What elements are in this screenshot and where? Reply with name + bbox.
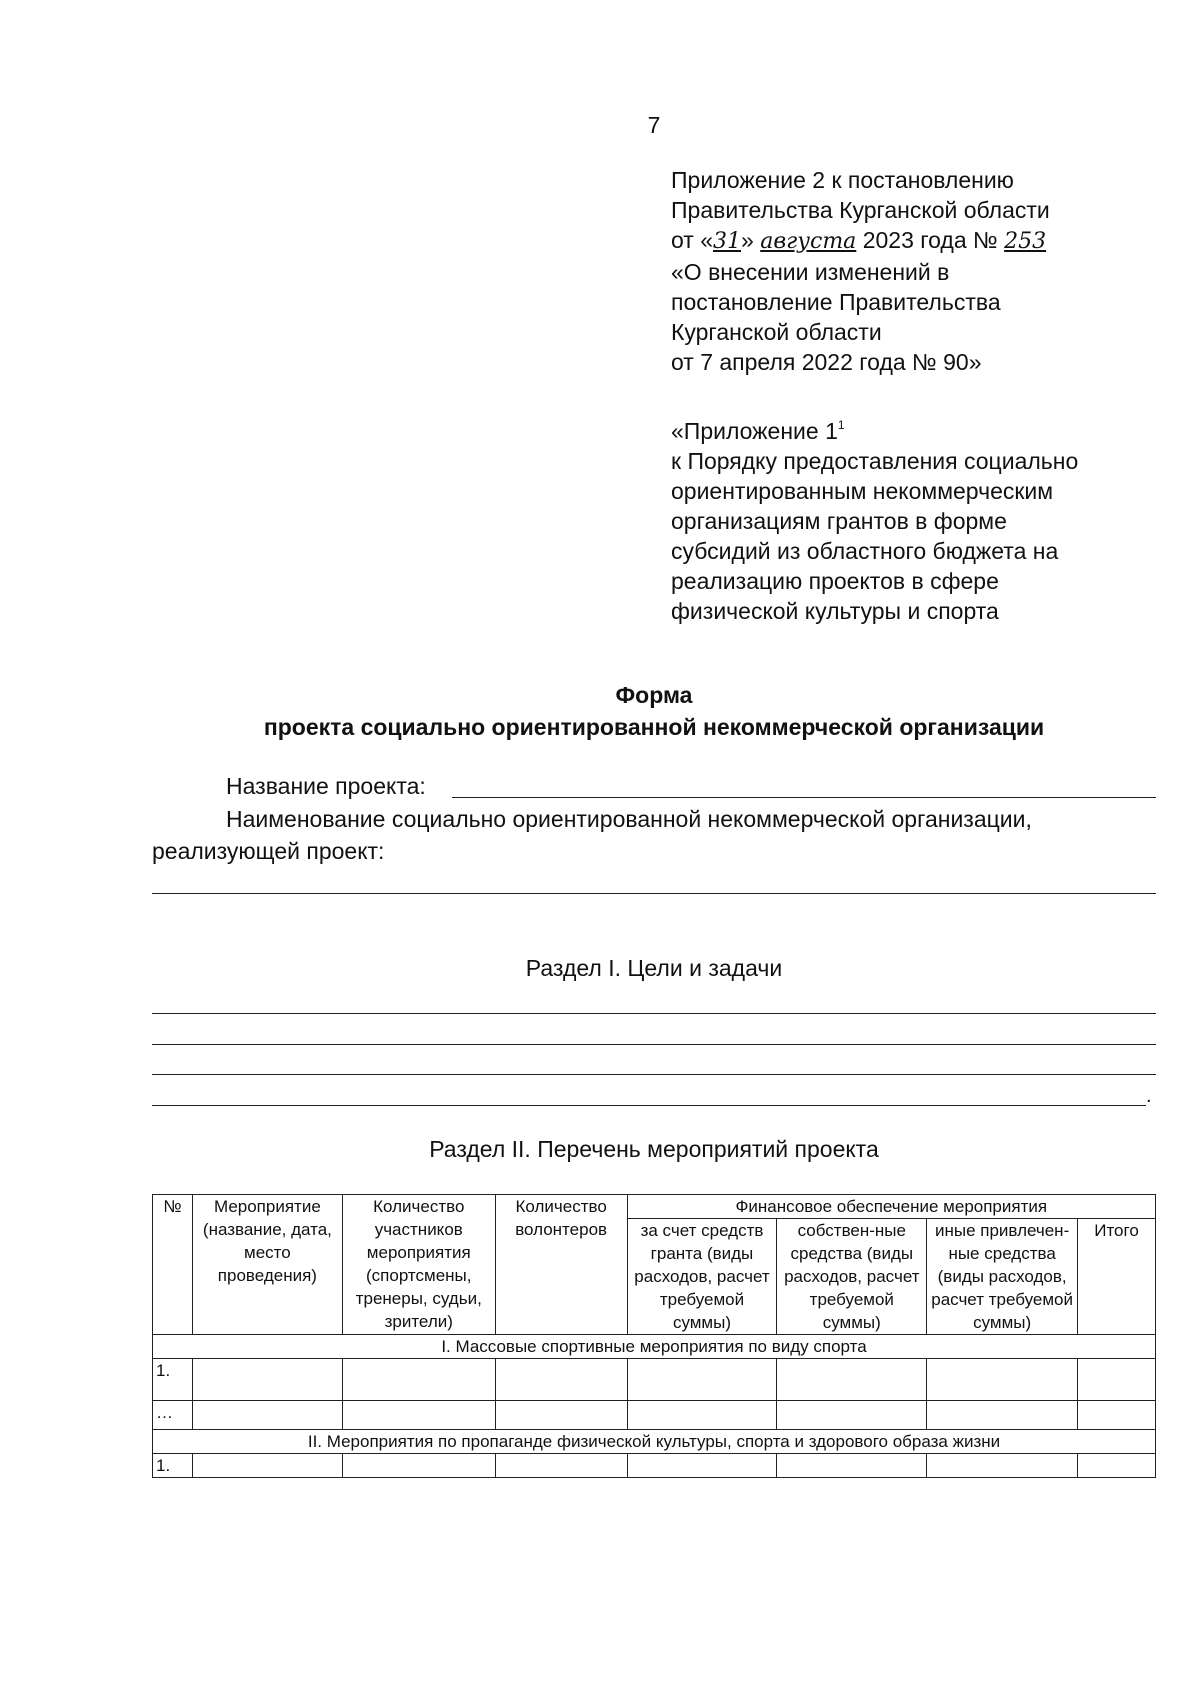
table-cell[interactable]: [1078, 1401, 1156, 1430]
appendix-1-1-header: [671, 410, 1171, 626]
end-period: .: [1146, 1085, 1152, 1107]
appendix2-line-6: реализацию проектов в сфере: [671, 568, 999, 594]
appendix-header: [671, 165, 1171, 377]
section-1-title: Раздел I. Цели и задачи: [525, 955, 783, 981]
form-title: [0, 679, 1200, 743]
table-header-row-1: [153, 1195, 1156, 1219]
appendix-line-7: от 7 апреля 2022 года № 90»: [671, 349, 982, 375]
table-cell[interactable]: [627, 1401, 777, 1430]
org-name-label-cont: реализующей проект:: [152, 838, 385, 864]
table-cell[interactable]: [342, 1359, 495, 1401]
appendix-line-4: «О внесении изменений в: [671, 259, 950, 285]
section-2-title: Раздел II. Перечень мероприятий проекта: [429, 1136, 879, 1162]
appendix-line-5: постановление Правительства: [671, 289, 1001, 315]
org-name-line[interactable]: [152, 893, 1156, 894]
table-cell[interactable]: [927, 1359, 1078, 1401]
page-number: 7: [647, 112, 661, 138]
table-row: [153, 1401, 1156, 1430]
goals-line-4[interactable]: [152, 1105, 1146, 1106]
table-cell[interactable]: [777, 1454, 927, 1478]
table-cell[interactable]: [1078, 1454, 1156, 1478]
subsection-row: [153, 1430, 1156, 1454]
date-prefix: от «: [671, 227, 714, 253]
project-name-line[interactable]: [452, 797, 1156, 798]
table-cell[interactable]: [777, 1359, 927, 1401]
goals-line-3[interactable]: [152, 1074, 1156, 1075]
table-cell[interactable]: [192, 1359, 342, 1401]
appendix-line-2: Правительства Курганской области: [671, 197, 1050, 223]
header-event: Мероприятие (название, дата, место проведения): [192, 1195, 342, 1335]
appendix2-line-2: к Порядку предоставления социально: [671, 448, 1079, 474]
date-year: 2023 года №: [862, 227, 998, 253]
table-cell[interactable]: [192, 1401, 342, 1430]
handwritten-day: 31: [713, 229, 742, 254]
subsection-row: [153, 1335, 1156, 1359]
project-name-label: Название проекта:: [226, 773, 426, 799]
table-cell[interactable]: [627, 1359, 777, 1401]
org-name-label: Наименование социально ориентированной некоммерческой организации,: [226, 806, 1032, 832]
header-other: иные привлечен-ные средства (виды расходов, расчет требуемой суммы): [927, 1219, 1078, 1335]
form-title-line-1: Форма: [615, 682, 693, 708]
table-cell[interactable]: [342, 1454, 495, 1478]
table-cell[interactable]: [495, 1359, 627, 1401]
table-row: [153, 1359, 1156, 1401]
table-row: [153, 1454, 1156, 1478]
events-table: [152, 1194, 1156, 1478]
goals-line-2[interactable]: [152, 1044, 1156, 1045]
subsection-1-title: I. Массовые спортивные мероприятия по виду спорта: [153, 1335, 1156, 1359]
header-total: Итого: [1078, 1219, 1156, 1335]
appendix2-line-4: организациям грантов в форме: [671, 508, 1007, 534]
appendix2-line-3: ориентированным некоммерческим: [671, 478, 1054, 504]
row-number: 1.: [153, 1359, 193, 1401]
form-title-line-2: проекта социально ориентированной некоммерческой организации: [263, 714, 1045, 740]
table-cell[interactable]: [627, 1454, 777, 1478]
table-cell[interactable]: [777, 1401, 927, 1430]
row-number: …: [153, 1401, 193, 1430]
table-cell[interactable]: [192, 1454, 342, 1478]
subsection-2-title: II. Мероприятия по пропаганде физической культуры, спорта и здорового образа жизни: [153, 1430, 1156, 1454]
appendix2-superscript: 1: [837, 418, 845, 432]
table-cell[interactable]: [495, 1454, 627, 1478]
appendix-line-1: Приложение 2 к постановлению: [671, 167, 1014, 193]
header-financing: Финансовое обеспечение мероприятия: [627, 1195, 1155, 1219]
table-cell[interactable]: [1078, 1359, 1156, 1401]
table-cell[interactable]: [927, 1454, 1078, 1478]
table-cell[interactable]: [927, 1401, 1078, 1430]
header-grant: за счет средств гранта (виды расходов, расчет требуемой суммы): [627, 1219, 777, 1335]
header-own: собствен-ные средства (виды расходов, расчет требуемой суммы): [777, 1219, 927, 1335]
handwritten-month: августа: [760, 229, 857, 254]
appendix2-line-7: физической культуры и спорта: [671, 598, 999, 624]
table-cell[interactable]: [342, 1401, 495, 1430]
appendix2-title: «Приложение 1: [671, 418, 838, 444]
header-volunteers: Количество волонтеров: [495, 1195, 627, 1335]
table-cell[interactable]: [495, 1401, 627, 1430]
row-number: 1.: [153, 1454, 193, 1478]
goals-line-1[interactable]: [152, 1013, 1156, 1014]
appendix2-line-1: [671, 410, 1171, 446]
appendix-line-6: Курганской области: [671, 319, 882, 345]
appendix-date-line: [671, 225, 1171, 257]
appendix2-line-5: субсидий из областного бюджета на: [671, 538, 1059, 564]
header-participants: Количество участников мероприятия (спортсмены, тренеры, судьи, зрители): [342, 1195, 495, 1335]
date-mid: »: [741, 227, 754, 253]
header-no: №: [153, 1195, 193, 1335]
handwritten-doc-number: 253: [1004, 229, 1047, 254]
